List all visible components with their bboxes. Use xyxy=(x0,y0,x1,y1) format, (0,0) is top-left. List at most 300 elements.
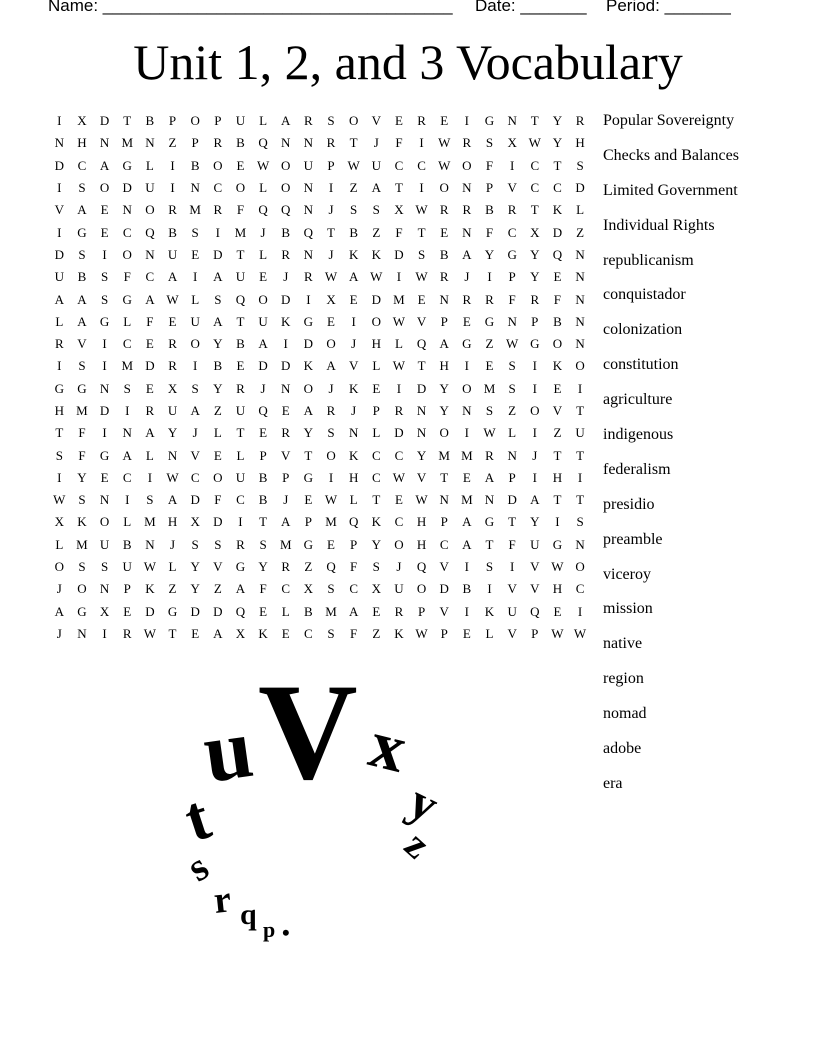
grid-letter: J xyxy=(396,559,402,575)
grid-letter: S xyxy=(350,202,358,218)
grid-letter: L xyxy=(168,559,177,575)
grid-letter: E xyxy=(259,269,268,285)
grid-letter: C xyxy=(371,447,381,463)
grid-letter: E xyxy=(304,492,313,508)
grid-letter: J xyxy=(56,625,62,641)
grid-letter: A xyxy=(348,269,359,285)
grid-letter: D xyxy=(394,425,404,441)
grid-letter: A xyxy=(213,269,223,285)
grid-letter: T xyxy=(123,113,132,129)
grid-letter: I xyxy=(57,469,62,485)
grid-letter: C xyxy=(507,224,517,240)
grid-letter: J xyxy=(192,425,198,441)
grid-letter: S xyxy=(576,514,584,530)
grid-letter: H xyxy=(77,135,87,151)
grid-letter: I xyxy=(283,336,288,352)
grid-letter: Y xyxy=(439,380,449,396)
grid-letter: V xyxy=(281,447,291,463)
grid-letter: O xyxy=(371,313,381,329)
grid-letter: J xyxy=(283,492,289,508)
grid-letter: M xyxy=(483,380,496,396)
grid-letter: Y xyxy=(258,559,268,575)
grid-letter: E xyxy=(100,202,109,218)
letter-art-p: p xyxy=(263,917,276,942)
grid-letter: Z xyxy=(372,224,381,240)
grid-letter: R xyxy=(485,291,494,307)
grid-letter: R xyxy=(507,202,517,218)
grid-letter: Q xyxy=(552,246,563,262)
grid-letter: D xyxy=(122,180,132,196)
grid-row xyxy=(48,623,592,645)
grid-letter: N xyxy=(145,246,155,262)
grid-letter: N xyxy=(416,425,427,441)
grid-letter: I xyxy=(170,180,175,196)
grid-letter: I xyxy=(102,336,107,352)
grid-letter: O xyxy=(439,425,449,441)
grid-letter: Q xyxy=(258,403,268,418)
grid-letter: K xyxy=(371,514,381,530)
grid-letter: V xyxy=(77,336,87,352)
grid-letter: P xyxy=(485,180,494,196)
grid-letter: N xyxy=(303,135,314,151)
grid-row xyxy=(48,177,592,199)
letter-art-x: x xyxy=(362,704,415,787)
grid-letter: N xyxy=(507,313,517,329)
grid-letter: W xyxy=(573,625,587,641)
grid-letter: C xyxy=(213,180,223,196)
grid-row xyxy=(48,110,592,132)
grid-letter: N xyxy=(439,492,449,508)
grid-letter: O xyxy=(190,113,200,129)
grid-letter: C xyxy=(394,157,404,173)
grid-letter: N xyxy=(575,336,585,352)
grid-letter: B xyxy=(168,224,177,240)
grid-letter: N xyxy=(303,246,314,262)
grid-letter: V xyxy=(348,358,359,374)
grid-letter: Y xyxy=(213,336,223,352)
grid-letter: I xyxy=(328,180,334,196)
grid-letter: H xyxy=(416,536,427,552)
grid-letter: J xyxy=(328,380,334,396)
grid-letter: S xyxy=(485,135,494,151)
grid-letter: F xyxy=(508,536,516,552)
grid-letter: E xyxy=(553,269,562,285)
grid-letter: F xyxy=(78,425,86,441)
grid-letter: E xyxy=(191,625,200,641)
grid-letter: W xyxy=(392,469,406,485)
grid-letter: V xyxy=(213,559,223,575)
grid-letter: W xyxy=(415,625,428,641)
grid-letter: Q xyxy=(235,291,246,307)
grid-letter: N xyxy=(99,581,110,597)
grid-letter: G xyxy=(303,313,314,329)
grid-letter: K xyxy=(258,625,268,641)
word-list-item: Popular Sovereignty xyxy=(603,112,735,129)
grid-letter: G xyxy=(462,336,472,352)
grid-letter: J xyxy=(169,536,176,552)
grid-row xyxy=(48,511,592,533)
grid-letter: W xyxy=(438,157,451,173)
grid-letter: V xyxy=(416,469,427,485)
grid-letter: R xyxy=(439,202,449,218)
grid-letter: T xyxy=(236,313,245,329)
grid-letter: E xyxy=(213,447,222,463)
grid-letter: S xyxy=(100,559,109,575)
word-list-item: native xyxy=(603,635,643,653)
grid-letter: E xyxy=(191,246,200,262)
letter-art-y: y xyxy=(400,772,448,834)
grid-letter: N xyxy=(167,447,178,463)
grid-row xyxy=(48,155,592,177)
grid-letter: D xyxy=(213,603,223,619)
word-list-item: republicanism xyxy=(603,251,694,269)
grid-letter: V xyxy=(530,581,540,597)
letter-art-v: V xyxy=(258,660,358,808)
grid-letter: G xyxy=(303,469,314,485)
grid-letter: I xyxy=(487,581,492,597)
grid-letter: I xyxy=(532,425,537,441)
grid-letter: X xyxy=(303,581,314,597)
grid-letter: E xyxy=(553,603,562,619)
grid-letter: N xyxy=(281,135,291,151)
grid-letter: Y xyxy=(213,380,223,396)
grid-row xyxy=(48,422,592,444)
grid-letter: Y xyxy=(77,469,87,485)
student-info-header xyxy=(48,0,788,22)
grid-letter: L xyxy=(372,358,381,374)
grid-letter: N xyxy=(99,380,110,396)
grid-letter: I xyxy=(57,358,62,374)
grid-letter: I xyxy=(577,380,583,396)
grid-letter: M xyxy=(121,135,134,151)
grid-letter: S xyxy=(417,246,426,262)
grid-letter: F xyxy=(553,291,562,307)
grid-letter: F xyxy=(236,202,245,218)
grid-letter: O xyxy=(552,336,563,352)
grid-letter: C xyxy=(122,469,132,485)
grid-letter: B xyxy=(145,113,155,129)
grid-letter: O xyxy=(77,581,87,597)
grid-letter: I xyxy=(464,113,470,129)
grid-letter: P xyxy=(350,536,358,552)
word-list-item: Individual Rights xyxy=(603,216,715,234)
grid-letter: C xyxy=(575,581,585,597)
grid-letter: J xyxy=(373,135,379,151)
grid-letter: D xyxy=(439,581,449,597)
grid-letter: L xyxy=(259,113,268,129)
grid-letter: R xyxy=(168,336,177,352)
grid-letter: I xyxy=(57,113,62,129)
grid-letter: L xyxy=(576,202,585,218)
grid-letter: Z xyxy=(553,425,562,441)
grid-row xyxy=(48,467,592,489)
page-title: Unit 1, 2, and 3 Vocabulary xyxy=(133,34,683,90)
grid-letter: A xyxy=(371,180,381,196)
grid-letter: R xyxy=(281,246,291,262)
grid-letter: K xyxy=(281,313,291,329)
grid-letter: N xyxy=(122,202,132,218)
grid-letter: O xyxy=(122,246,132,262)
grid-letter: S xyxy=(146,492,154,508)
grid-letter: N xyxy=(281,380,291,396)
grid-letter: O xyxy=(235,180,246,196)
grid-letter: R xyxy=(394,603,404,619)
grid-letter: C xyxy=(553,180,562,196)
grid-letter: N xyxy=(190,180,200,196)
grid-letter: G xyxy=(122,291,132,307)
grid-letter: Y xyxy=(530,514,540,530)
grid-letter: C xyxy=(77,157,87,173)
grid-letter: I xyxy=(464,425,470,441)
grid-letter: P xyxy=(259,447,267,463)
grid-letter: T xyxy=(236,425,245,441)
grid-letter: C xyxy=(281,581,291,597)
grid-letter: X xyxy=(507,135,517,151)
grid-letter: M xyxy=(76,536,88,552)
grid-letter: A xyxy=(77,313,87,329)
letter-art-r: r xyxy=(211,878,234,922)
letter-art-t: t xyxy=(175,781,219,856)
grid-letter: G xyxy=(99,447,110,463)
grid-letter: R xyxy=(145,403,155,418)
grid-row xyxy=(48,199,592,221)
grid-letter: E xyxy=(440,224,449,240)
grid-letter: W xyxy=(505,336,519,352)
grid-letter: B xyxy=(304,603,313,619)
grid-letter: X xyxy=(190,514,200,530)
grid-letter: L xyxy=(236,447,245,463)
grid-letter: E xyxy=(372,603,381,619)
grid-letter: W xyxy=(166,469,179,485)
grid-letter: W xyxy=(256,157,270,173)
grid-letter: N xyxy=(145,536,155,552)
grid-letter: M xyxy=(393,291,405,307)
grid-letter: Y xyxy=(167,425,178,441)
grid-letter: V xyxy=(54,202,65,218)
grid-letter: U xyxy=(167,403,178,418)
grid-letter: S xyxy=(191,224,199,240)
grid-letter: L xyxy=(55,536,64,552)
grid-letter: I xyxy=(102,425,107,441)
grid-letter: P xyxy=(440,625,448,641)
grid-letter: C xyxy=(394,447,404,463)
grid-letter: I xyxy=(396,269,402,285)
grid-letter: C xyxy=(122,224,132,240)
grid-letter: O xyxy=(462,380,472,396)
grid-letter: E xyxy=(417,291,426,307)
grid-letter: H xyxy=(552,581,563,597)
grid-letter: P xyxy=(327,157,335,173)
grid-letter: M xyxy=(325,603,337,619)
grid-letter: D xyxy=(371,291,381,307)
grid-letter: B xyxy=(349,224,358,240)
grid-letter: U xyxy=(122,559,132,575)
grid-letter: E xyxy=(327,313,335,329)
grid-letter: H xyxy=(348,469,359,485)
grid-letter: I xyxy=(532,380,537,396)
grid-letter: W xyxy=(143,559,157,575)
grid-letter: O xyxy=(394,536,404,552)
grid-letter: I xyxy=(147,469,153,485)
grid-letter: D xyxy=(99,403,110,418)
grid-letter: P xyxy=(372,403,380,418)
grid-letter: T xyxy=(553,157,562,173)
grid-letter: P xyxy=(531,625,539,641)
grid-row xyxy=(48,400,592,422)
grid-letter: G xyxy=(54,380,65,396)
grid-letter: V xyxy=(439,559,449,575)
grid-letter: O xyxy=(416,581,427,597)
grid-letter: P xyxy=(191,135,199,151)
grid-letter: E xyxy=(553,380,562,396)
grid-letter: Z xyxy=(213,581,222,597)
grid-letter: R xyxy=(54,336,64,352)
grid-letter: X xyxy=(77,113,87,129)
letter-art-q: q xyxy=(240,898,257,931)
grid-letter: N xyxy=(348,425,359,441)
grid-letter: E xyxy=(485,358,494,374)
grid-letter: S xyxy=(78,492,86,508)
grid-letter: D xyxy=(281,291,291,307)
grid-letter: B xyxy=(462,581,472,597)
grid-letter: A xyxy=(484,469,495,485)
grid-letter: T xyxy=(372,492,381,508)
grid-letter: A xyxy=(439,336,449,352)
grid-letter: H xyxy=(552,469,563,485)
grid-letter: E xyxy=(462,625,471,641)
grid-letter: O xyxy=(145,202,155,218)
grid-letter: X xyxy=(326,291,336,307)
grid-letter: L xyxy=(281,603,290,619)
grid-letter: V xyxy=(507,581,517,597)
grid-letter: G xyxy=(167,603,178,619)
word-list-item: constitution xyxy=(603,356,679,374)
grid-letter: F xyxy=(350,559,358,575)
grid-letter: W xyxy=(370,269,383,285)
grid-letter: T xyxy=(236,246,245,262)
grid-letter: J xyxy=(56,581,62,597)
grid-letter: L xyxy=(191,291,200,307)
grid-letter: E xyxy=(462,469,471,485)
grid-letter: N xyxy=(303,180,314,196)
grid-letter: P xyxy=(531,313,539,329)
grid-letter: I xyxy=(419,180,424,196)
grid-letter: J xyxy=(351,336,357,352)
grid-row xyxy=(48,355,592,377)
grid-letter: D xyxy=(190,492,200,508)
grid-letter: M xyxy=(121,358,134,374)
grid-letter: L xyxy=(394,336,403,352)
grid-letter: B xyxy=(281,224,291,240)
word-list-item: colonization xyxy=(603,321,683,339)
grid-letter: T xyxy=(440,469,449,485)
grid-letter: Q xyxy=(303,224,314,240)
grid-letter: G xyxy=(484,313,495,329)
grid-letter: U xyxy=(167,246,178,262)
grid-letter: I xyxy=(509,157,515,173)
grid-letter: K xyxy=(552,202,563,218)
grid-letter: I xyxy=(577,469,583,485)
letter-art-z: z xyxy=(396,821,440,868)
grid-letter: T xyxy=(304,447,313,463)
grid-letter: Y xyxy=(190,581,200,597)
grid-letter: N xyxy=(54,135,65,151)
grid-letter: X xyxy=(530,224,540,240)
grid-letter: W xyxy=(143,625,157,641)
grid-letter: T xyxy=(349,135,358,151)
grid-letter: A xyxy=(462,536,472,552)
grid-letter: V xyxy=(507,180,517,196)
grid-letter: A xyxy=(235,581,246,597)
grid-letter: F xyxy=(123,269,131,285)
grid-letter: C xyxy=(371,469,381,485)
grid-letter: O xyxy=(258,291,268,307)
grid-letter: U xyxy=(99,536,110,552)
grid-letter: K xyxy=(348,246,359,262)
grid-letter: I xyxy=(351,313,356,329)
grid-letter: C xyxy=(439,536,449,552)
grid-letter: M xyxy=(325,514,337,530)
grid-letter: U xyxy=(371,157,381,173)
grid-letter: O xyxy=(281,157,291,173)
grid-letter: Q xyxy=(258,202,268,218)
grid-letter: A xyxy=(122,447,132,463)
grid-letter: I xyxy=(577,603,583,619)
grid-letter: F xyxy=(485,224,494,240)
grid-letter: Y xyxy=(530,246,540,262)
grid-letter: D xyxy=(416,380,427,396)
grid-letter: U xyxy=(394,581,404,597)
grid-letter: A xyxy=(167,269,178,285)
grid-letter: V xyxy=(190,447,200,463)
grid-letter: F xyxy=(214,492,222,508)
grid-letter: C xyxy=(394,514,404,530)
grid-letter: I xyxy=(215,224,220,240)
grid-letter: P xyxy=(304,514,312,530)
grid-letter: I xyxy=(192,269,198,285)
grid-row xyxy=(48,489,592,511)
grid-letter: G xyxy=(484,113,495,129)
grid-letter: S xyxy=(100,269,109,285)
grid-letter: C xyxy=(530,157,540,173)
grid-letter: E xyxy=(123,603,132,619)
grid-letter: I xyxy=(555,514,560,530)
grid-letter: T xyxy=(394,180,403,196)
grid-letter: T xyxy=(417,358,426,374)
word-list xyxy=(603,109,803,807)
grid-letter: Y xyxy=(552,113,563,129)
grid-letter: V xyxy=(552,403,563,418)
grid-letter: D xyxy=(507,492,517,508)
grid-letter: N xyxy=(122,425,132,441)
grid-letter: D xyxy=(281,358,291,374)
grid-letter: D xyxy=(54,246,65,262)
grid-letter: F xyxy=(395,224,403,240)
grid-letter: R xyxy=(236,380,245,396)
grid-letter: I xyxy=(306,291,311,307)
date-field: Date: _______ xyxy=(475,0,587,15)
grid-letter: S xyxy=(78,180,86,196)
grid-letter: E xyxy=(281,403,290,418)
grid-letter: D xyxy=(213,246,223,262)
grid-letter: D xyxy=(145,603,155,619)
grid-letter: S xyxy=(78,246,86,262)
grid-letter: T xyxy=(259,514,268,530)
grid-letter: S xyxy=(327,625,335,641)
grid-letter: U xyxy=(235,269,246,285)
grid-letter: U xyxy=(190,313,200,329)
grid-letter: I xyxy=(509,559,515,575)
